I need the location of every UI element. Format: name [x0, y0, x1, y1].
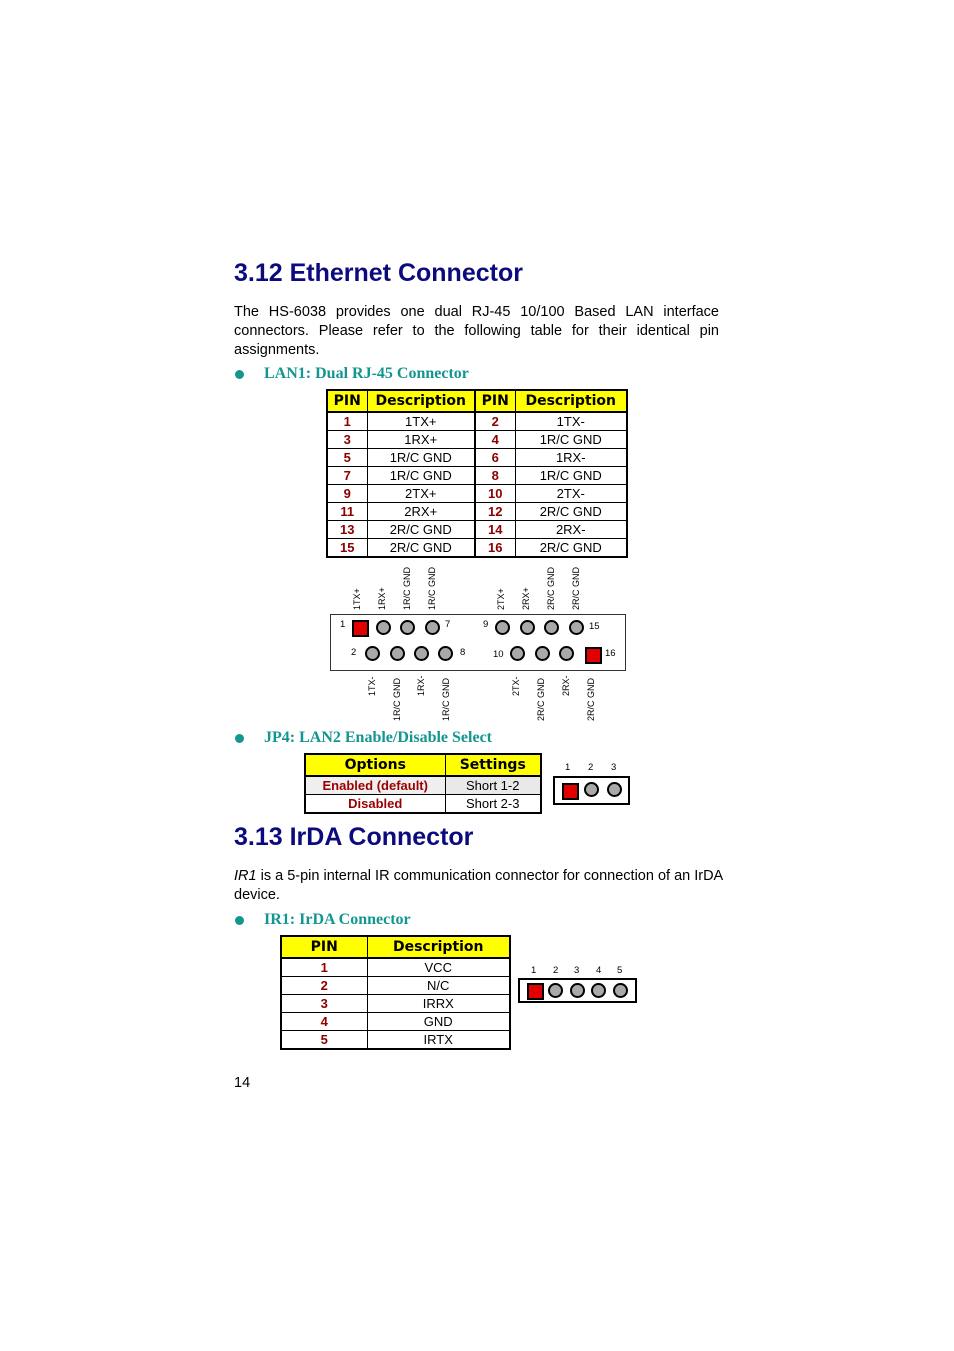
pin-number: 1	[281, 958, 367, 977]
pin-description: 1TX-	[515, 412, 627, 431]
pin-number-label: 2	[351, 647, 357, 658]
pin-number: 15	[327, 539, 367, 558]
pin-label: 2R/C GND	[546, 566, 556, 610]
pin-description: 2TX-	[515, 485, 627, 503]
header-settings: Settings	[445, 754, 541, 776]
pin-number-label: 3	[611, 762, 617, 773]
pin-circle	[559, 646, 574, 661]
pin-number: 12	[475, 503, 515, 521]
pin-description: 2R/C GND	[367, 521, 475, 539]
pin-1-square	[352, 620, 369, 637]
pin-description: 1TX+	[367, 412, 475, 431]
table-header-row	[327, 390, 627, 412]
pin-number-label: 1	[531, 965, 537, 976]
header-description: Description	[367, 390, 475, 412]
pin-1-square	[527, 983, 544, 1000]
pin-circle	[414, 646, 429, 661]
pin-description: 2R/C GND	[515, 503, 627, 521]
pin-description: 1R/C GND	[515, 467, 627, 485]
jp4-options-table	[304, 753, 542, 814]
pin-number-label: 1	[565, 762, 571, 773]
pin-label: 1RX+	[377, 587, 387, 610]
pin-circle	[400, 620, 415, 635]
table-row	[281, 995, 510, 1013]
jp4-bullet	[235, 729, 492, 747]
pin-number: 3	[327, 431, 367, 449]
pin-circle	[570, 983, 585, 998]
pin-label: 2TX+	[496, 588, 506, 610]
pin-circle	[569, 620, 584, 635]
pin-number-label: 2	[553, 965, 559, 976]
option-name: Disabled	[305, 795, 445, 814]
pin-description: 1R/C GND	[367, 467, 475, 485]
ir1-heading: IR1: IrDA Connector	[264, 911, 411, 928]
header-options: Options	[305, 754, 445, 776]
pin-number-label: 9	[483, 619, 489, 630]
pin-number-label: 15	[589, 621, 600, 632]
bullet-dot-icon	[235, 370, 244, 379]
pin-label: 1R/C GND	[392, 677, 402, 721]
pin-description: 2TX+	[367, 485, 475, 503]
table-row	[327, 521, 627, 539]
pin-number: 14	[475, 521, 515, 539]
pin-description: 2RX-	[515, 521, 627, 539]
section-title-irda: 3.13 IrDA Connector	[234, 823, 474, 851]
bullet-dot-icon	[235, 734, 244, 743]
pin-label: 2R/C GND	[586, 677, 596, 721]
table-row	[327, 467, 627, 485]
pin-description: 2RX+	[367, 503, 475, 521]
ir1-pin-table	[280, 935, 511, 1050]
pin-description: VCC	[367, 958, 510, 977]
ir1-italic: IR1	[234, 868, 257, 884]
table-row	[305, 795, 541, 814]
pin-circle	[510, 646, 525, 661]
ir1-bullet	[235, 911, 411, 929]
pin-description: 1R/C GND	[515, 431, 627, 449]
pin-number-label: 10	[493, 649, 504, 660]
table-row	[281, 1031, 510, 1050]
pin-1-square	[562, 783, 579, 800]
option-setting: Short 1-2	[445, 776, 541, 795]
irda-intro-text: is a 5-pin internal IR communication connector for connection of an IrDA device.	[234, 868, 723, 903]
pin-description: IRRX	[367, 995, 510, 1013]
pin-label: 1TX+	[352, 588, 362, 610]
pin-circle	[495, 620, 510, 635]
pin-circle	[548, 983, 563, 998]
table-row	[327, 449, 627, 467]
pin-circle	[591, 983, 606, 998]
pin-description: 1RX-	[515, 449, 627, 467]
pin-label: 1R/C GND	[441, 677, 451, 721]
pin-label: 2RX-	[561, 675, 571, 696]
pin-label: 1TX-	[367, 676, 377, 696]
pin-label: 2R/C GND	[571, 566, 581, 610]
pin-number-label: 7	[445, 619, 451, 630]
pin-number: 1	[327, 412, 367, 431]
pin-number-label: 8	[460, 647, 466, 658]
table-row	[305, 776, 541, 795]
pin-number: 4	[281, 1013, 367, 1031]
table-row	[281, 977, 510, 995]
header-pin: PIN	[475, 390, 515, 412]
table-row	[327, 412, 627, 431]
lan1-pin-table	[326, 389, 628, 558]
pin-label: 1R/C GND	[427, 566, 437, 610]
pin-label: 1RX-	[416, 675, 426, 696]
header-description: Description	[515, 390, 627, 412]
pin-number: 16	[475, 539, 515, 558]
lan1-heading: LAN1: Dual RJ-45 Connector	[264, 365, 469, 382]
pin-number: 6	[475, 449, 515, 467]
pin-number-label: 1	[340, 619, 346, 630]
pin-label: 1R/C GND	[402, 566, 412, 610]
lan1-bullet	[235, 365, 469, 383]
pin-number: 5	[281, 1031, 367, 1050]
pin-number-label: 2	[588, 762, 594, 773]
pin-circle	[390, 646, 405, 661]
pin-16-square	[585, 647, 602, 664]
pin-circle	[365, 646, 380, 661]
pin-description: GND	[367, 1013, 510, 1031]
table-row	[327, 431, 627, 449]
pin-description: IRTX	[367, 1031, 510, 1050]
pin-number: 11	[327, 503, 367, 521]
pin-number: 3	[281, 995, 367, 1013]
table-row	[327, 503, 627, 521]
pin-circle	[584, 782, 599, 797]
pin-number-label: 3	[574, 965, 580, 976]
pin-circle	[535, 646, 550, 661]
table-row	[281, 958, 510, 977]
table-row	[281, 1013, 510, 1031]
pin-number: 2	[475, 412, 515, 431]
pin-label: 2RX+	[521, 587, 531, 610]
pin-circle	[613, 983, 628, 998]
pin-circle	[438, 646, 453, 661]
pin-number: 13	[327, 521, 367, 539]
pin-description: 1R/C GND	[367, 449, 475, 467]
bullet-dot-icon	[235, 916, 244, 925]
pin-label: 2R/C GND	[536, 677, 546, 721]
pin-circle	[520, 620, 535, 635]
pin-number: 8	[475, 467, 515, 485]
pin-description: 2R/C GND	[367, 539, 475, 558]
section-title-ethernet: 3.12 Ethernet Connector	[234, 259, 523, 287]
header-pin: PIN	[281, 936, 367, 958]
pin-circle	[425, 620, 440, 635]
table-row	[327, 539, 627, 558]
page-number: 14	[234, 1075, 251, 1091]
pin-number: 5	[327, 449, 367, 467]
pin-description: 1RX+	[367, 431, 475, 449]
pin-circle	[607, 782, 622, 797]
pin-number-label: 5	[617, 965, 623, 976]
table-header-row	[305, 754, 541, 776]
irda-intro	[234, 867, 724, 905]
ethernet-intro: The HS-6038 provides one dual RJ-45 10/100 Based LAN interface connectors. Please refer to the following table for their identical pin assignments.	[234, 304, 719, 358]
table-header-row	[281, 936, 510, 958]
pin-circle	[544, 620, 559, 635]
pin-label: 2TX-	[511, 676, 521, 696]
pin-number: 2	[281, 977, 367, 995]
pin-description: 2R/C GND	[515, 539, 627, 558]
header-description: Description	[367, 936, 510, 958]
pin-number: 4	[475, 431, 515, 449]
jp4-heading: JP4: LAN2 Enable/Disable Select	[264, 729, 492, 746]
table-row	[327, 485, 627, 503]
pin-circle	[376, 620, 391, 635]
option-setting: Short 2-3	[445, 795, 541, 814]
pin-description: N/C	[367, 977, 510, 995]
pin-number-label: 16	[605, 648, 616, 659]
pin-number: 10	[475, 485, 515, 503]
header-pin: PIN	[327, 390, 367, 412]
pin-number: 7	[327, 467, 367, 485]
option-name: Enabled (default)	[305, 776, 445, 795]
pin-number-label: 4	[596, 965, 602, 976]
pin-number: 9	[327, 485, 367, 503]
